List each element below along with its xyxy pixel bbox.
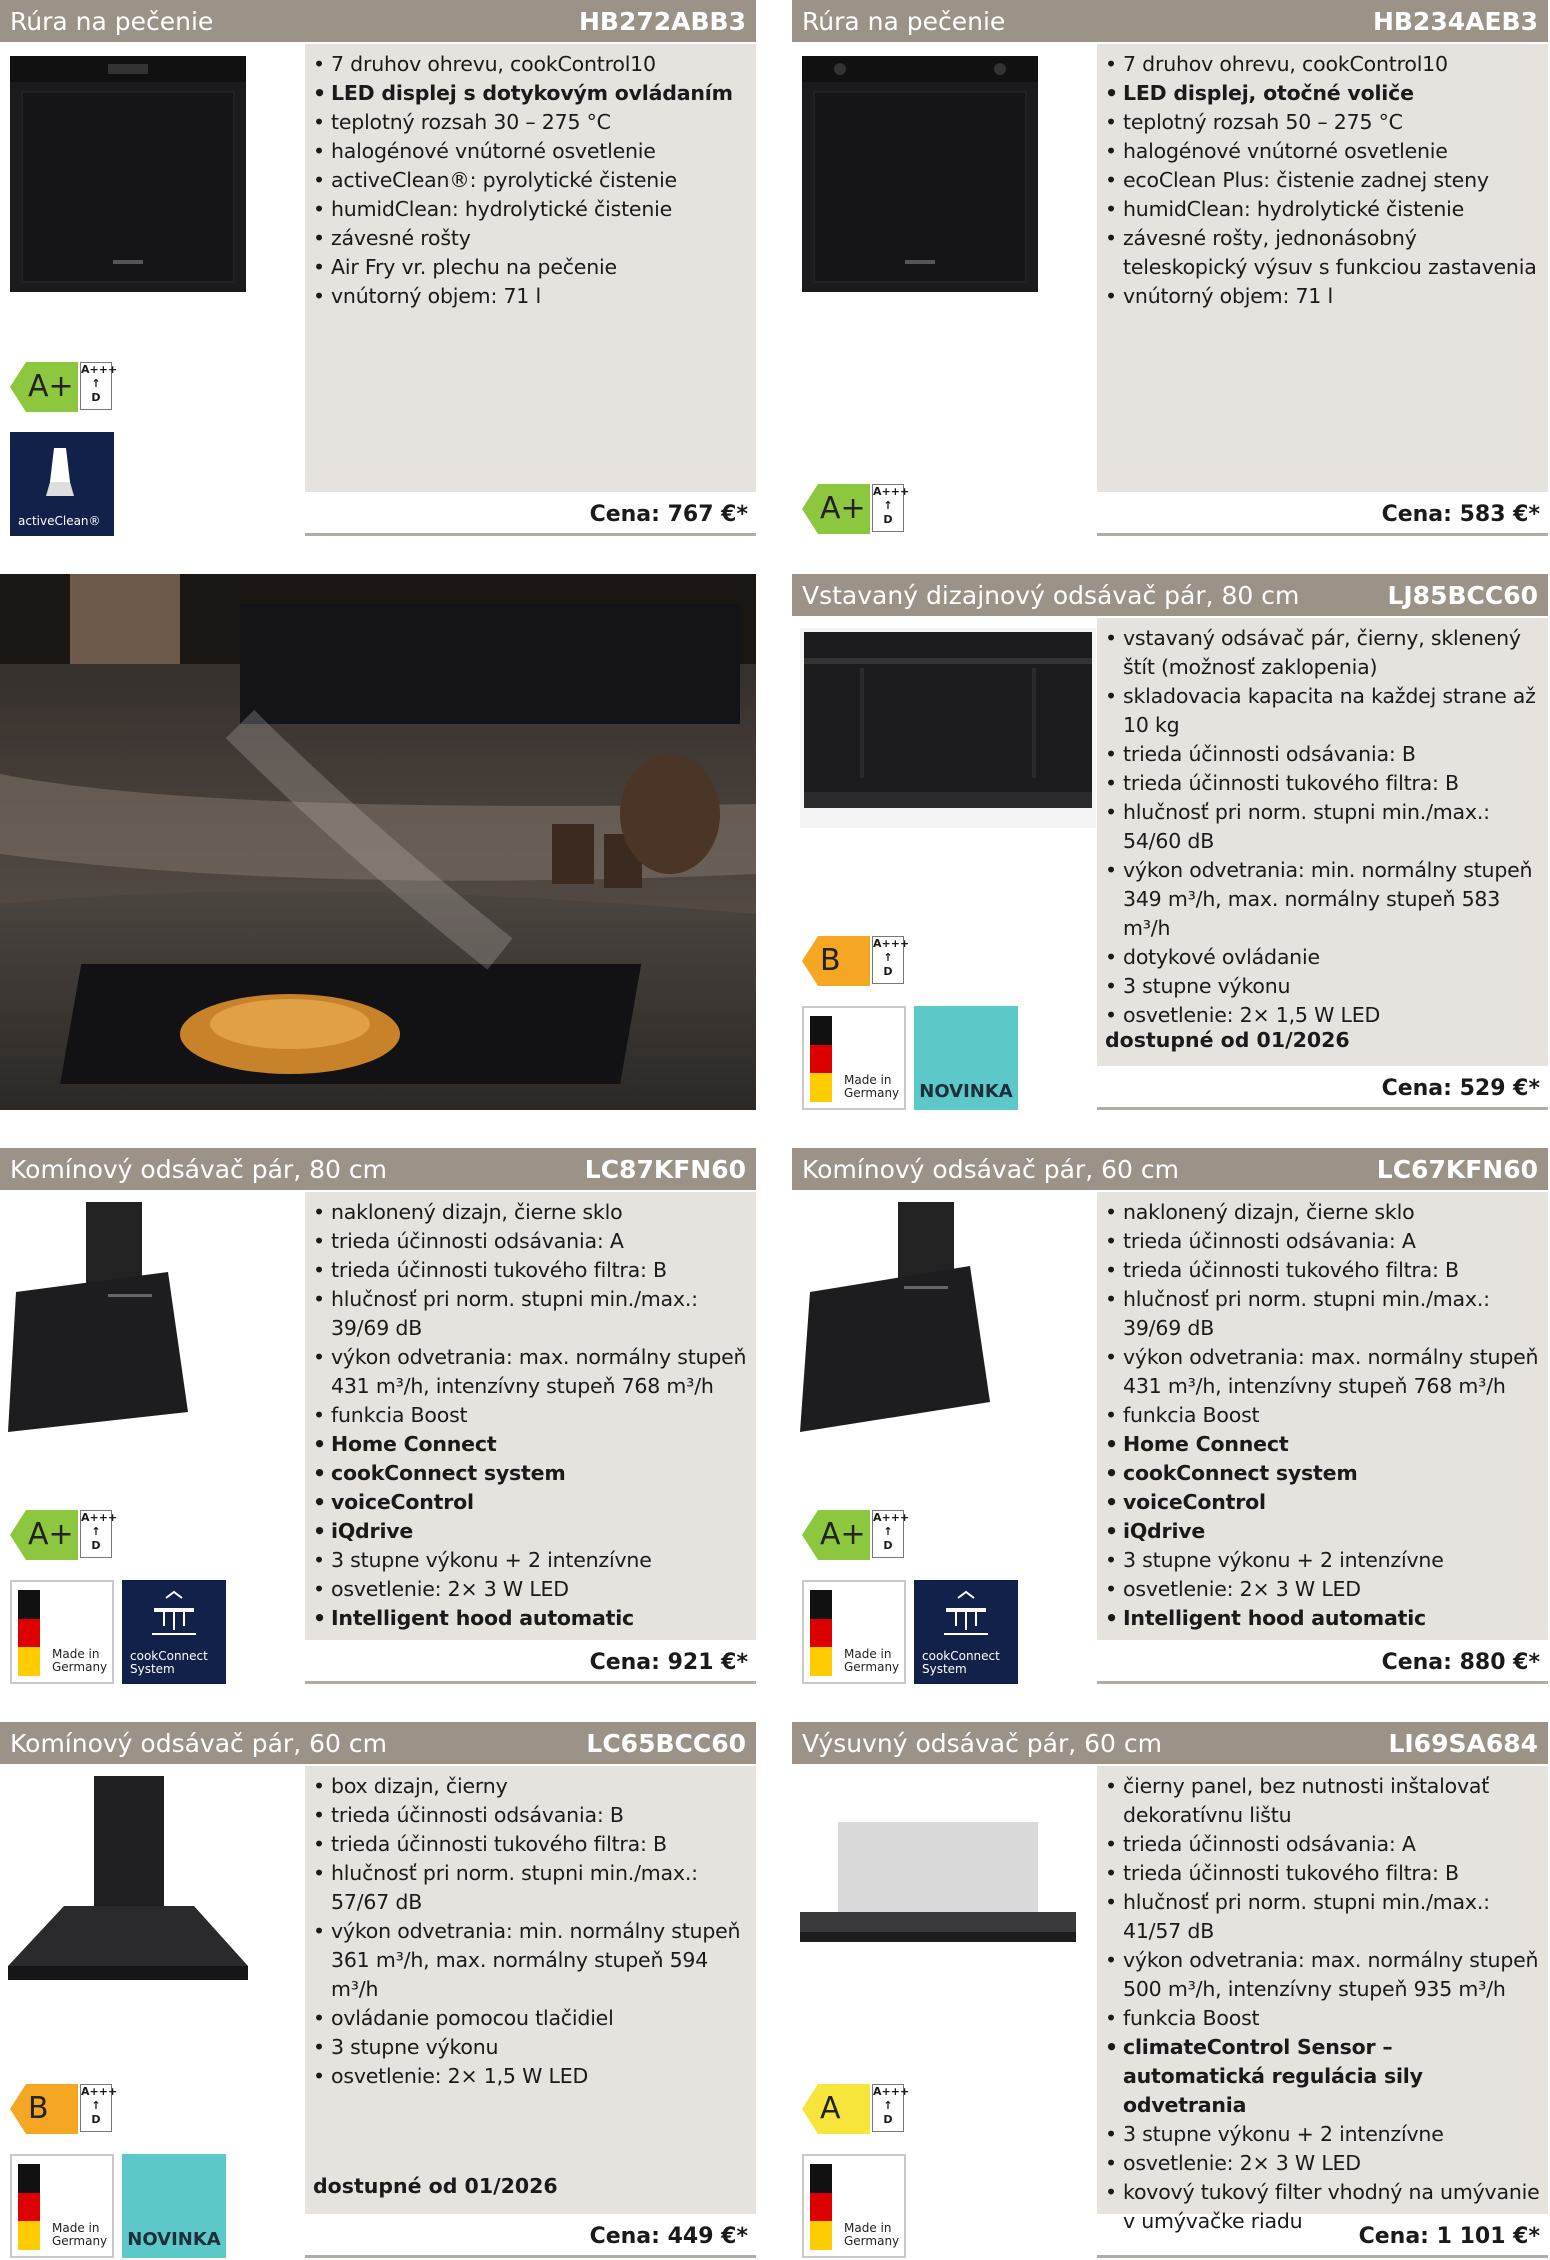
product-card-lc87kfn60 xyxy=(0,1148,756,1684)
energy-scale: A+++ ↑ D xyxy=(872,1510,904,1558)
badge-text: cookConnect System xyxy=(922,1649,1000,1676)
spec-list xyxy=(305,1766,756,2214)
spec-item: • teplotný rozsah 30 – 275 °C xyxy=(313,108,748,137)
energy-label xyxy=(802,936,910,986)
price: Cena: 529 €* xyxy=(1097,1068,1548,1110)
product-card-lj85bcc60 xyxy=(792,574,1548,1110)
energy-class: A+ xyxy=(820,491,866,526)
spec-item: • trieda účinnosti odsávania: A xyxy=(313,1227,748,1256)
spec-item: • box dizajn, čierny xyxy=(313,1772,748,1801)
energy-label xyxy=(802,484,910,534)
product-card-hb234aeb3 xyxy=(792,0,1548,536)
spec-item: • 7 druhov ohrevu, cookControl10 xyxy=(1105,50,1540,79)
badge-text: Made in Germany xyxy=(52,2221,108,2248)
spec-item: • vstavaný odsávač pár, čierny, sklenený štít (možnosť zaklopenia) xyxy=(1105,624,1540,682)
activeclean-badge xyxy=(10,432,114,536)
spec-item: • výkon odvetrania: min. normálny stupeň 361 m³/h, max. normálny stupeň 594 m³/h xyxy=(313,1917,748,2004)
energy-scale: A+++ ↑ D xyxy=(872,484,904,532)
spec-item: • vnútorný objem: 71 l xyxy=(1105,282,1540,311)
spec-item: • osvetlenie: 2× 1,5 W LED xyxy=(313,2062,748,2091)
spec-item: • funkcia Boost xyxy=(1105,2004,1540,2033)
price: Cena: 767 €* xyxy=(305,494,756,536)
product-code: LI69SA684 xyxy=(1388,1728,1538,1758)
spec-item: • trieda účinnosti tukového filtra: B xyxy=(313,1830,748,1859)
spec-item: • funkcia Boost xyxy=(313,1401,748,1430)
activeclean-icon xyxy=(32,442,92,502)
spec-item: • trieda účinnosti odsávania: B xyxy=(1105,740,1540,769)
product-title: Rúra na pečenie xyxy=(10,6,214,36)
product-code: LC67KFN60 xyxy=(1376,1154,1538,1184)
badge-text: Made in Germany xyxy=(844,2221,900,2248)
oven-image xyxy=(800,54,1040,294)
spec-item: • čierny panel, bez nutnosti inštalovať dekoratívnu lištu xyxy=(1105,1772,1540,1830)
energy-label xyxy=(10,2084,118,2134)
product-title: Komínový odsávač pár, 60 cm xyxy=(10,1728,387,1758)
availability: dostupné od 01/2026 xyxy=(313,2174,558,2198)
spec-item: • Intelligent hood automatic xyxy=(313,1604,748,1633)
spec-list xyxy=(305,44,756,492)
product-header xyxy=(792,0,1548,42)
spec-item: • naklonený dizajn, čierne sklo xyxy=(313,1198,748,1227)
kitchen-photo xyxy=(0,574,756,1110)
made-in-germany-badge xyxy=(802,1006,906,1110)
product-card-hb272abb3 xyxy=(0,0,756,536)
spec-item: • activeClean®: pyrolytické čistenie xyxy=(313,166,748,195)
spec-item: • Intelligent hood automatic xyxy=(1105,1604,1540,1633)
novinka-badge xyxy=(122,2154,226,2258)
energy-scale: A+++ ↑ D xyxy=(872,2084,904,2132)
product-card-li69sa684 xyxy=(792,1722,1548,2258)
spec-item: • humidClean: hydrolytické čistenie xyxy=(313,195,748,224)
spec-item: • 3 stupne výkonu + 2 intenzívne xyxy=(1105,1546,1540,1575)
product-title: Vstavaný dizajnový odsávač pár, 80 cm xyxy=(802,580,1300,610)
cookconnect-icon xyxy=(936,1590,996,1650)
spec-item: • vnútorný objem: 71 l xyxy=(313,282,748,311)
product-title: Rúra na pečenie xyxy=(802,6,1006,36)
spec-item: • cookConnect system xyxy=(313,1459,748,1488)
oven-image xyxy=(8,54,248,294)
product-card-lc65bcc60 xyxy=(0,1722,756,2258)
product-title: Výsuvný odsávač pár, 60 cm xyxy=(802,1728,1163,1758)
cookconnect-icon xyxy=(144,1590,204,1650)
badge-text: cookConnect System xyxy=(130,1649,208,1676)
product-code: LC87KFN60 xyxy=(584,1154,746,1184)
spec-item: • humidClean: hydrolytické čistenie xyxy=(1105,195,1540,224)
energy-class: B xyxy=(820,943,841,978)
energy-scale: A+++ ↑ D xyxy=(80,2084,112,2132)
spec-item: • climateControl Sensor – automatická regulácia sily odvetrania xyxy=(1105,2033,1540,2120)
energy-class: B xyxy=(28,2091,49,2126)
spec-item: • výkon odvetrania: max. normálny stupeň 431 m³/h, intenzívny stupeň 768 m³/h xyxy=(1105,1343,1540,1401)
product-card-lc67kfn60 xyxy=(792,1148,1548,1684)
product-header xyxy=(792,574,1548,616)
spec-item: • trieda účinnosti tukového filtra: B xyxy=(1105,1859,1540,1888)
spec-item: • výkon odvetrania: max. normálny stupeň 500 m³/h, intenzívny stupeň 935 m³/h xyxy=(1105,1946,1540,2004)
product-header xyxy=(792,1148,1548,1190)
hood-image xyxy=(800,628,1096,828)
spec-item: • halogénové vnútorné osvetlenie xyxy=(313,137,748,166)
price: Cena: 583 €* xyxy=(1097,494,1548,536)
price: Cena: 880 €* xyxy=(1097,1642,1548,1684)
spec-item: • závesné rošty, jednonásobný teleskopický výsuv s funkciou zastavenia xyxy=(1105,224,1540,282)
spec-item: • 3 stupne výkonu xyxy=(313,2033,748,2062)
spec-item: • hlučnosť pri norm. stupni min./max.: 39/69 dB xyxy=(1105,1285,1540,1343)
made-in-germany-badge xyxy=(10,1580,114,1684)
spec-item: • osvetlenie: 2× 3 W LED xyxy=(313,1575,748,1604)
spec-item: • závesné rošty xyxy=(313,224,748,253)
made-in-germany-badge xyxy=(802,1580,906,1684)
product-title: Komínový odsávač pár, 60 cm xyxy=(802,1154,1179,1184)
energy-label xyxy=(802,2084,910,2134)
badge-text: NOVINKA xyxy=(919,1081,1013,1102)
spec-item: • LED displej, otočné voliče xyxy=(1105,79,1540,108)
product-code: LC65BCC60 xyxy=(586,1728,746,1758)
price: Cena: 1 101 €* xyxy=(1097,2216,1548,2258)
energy-scale: A+++ ↑ D xyxy=(872,936,904,984)
cookconnect-badge xyxy=(122,1580,226,1684)
energy-label xyxy=(802,1510,910,1560)
spec-item: • osvetlenie: 2× 3 W LED xyxy=(1105,2149,1540,2178)
spec-item: • trieda účinnosti odsávania: A xyxy=(1105,1227,1540,1256)
spec-item: • skladovacia kapacita na každej strane až 10 kg xyxy=(1105,682,1540,740)
spec-item: • voiceControl xyxy=(313,1488,748,1517)
product-code: HB234AEB3 xyxy=(1372,6,1538,36)
spec-item: • halogénové vnútorné osvetlenie xyxy=(1105,137,1540,166)
spec-item: • 3 stupne výkonu xyxy=(1105,972,1540,1001)
badge-text: Made in Germany xyxy=(844,1647,900,1674)
spec-item: • voiceControl xyxy=(1105,1488,1540,1517)
hood-image xyxy=(8,1202,248,1442)
cookconnect-badge xyxy=(914,1580,1018,1684)
spec-item: • trieda účinnosti tukového filtra: B xyxy=(313,1256,748,1285)
product-title: Komínový odsávač pár, 80 cm xyxy=(10,1154,387,1184)
spec-item: • hlučnosť pri norm. stupni min./max.: 57/67 dB xyxy=(313,1859,748,1917)
product-header xyxy=(0,0,756,42)
price: Cena: 449 €* xyxy=(305,2216,756,2258)
product-code: HB272ABB3 xyxy=(578,6,746,36)
novinka-badge xyxy=(914,1006,1018,1110)
energy-class: A xyxy=(820,2091,841,2126)
badge-text: Made in Germany xyxy=(52,1647,108,1674)
spec-list xyxy=(1097,1766,1548,2233)
hood-image xyxy=(800,1202,1040,1442)
energy-label xyxy=(10,1510,118,1560)
spec-item: • trieda účinnosti odsávania: A xyxy=(1105,1830,1540,1859)
spec-item: • Air Fry vr. plechu na pečenie xyxy=(313,253,748,282)
spec-item: • kovový tukový filter vhodný na umývanie v umývačke riadu xyxy=(1105,2178,1540,2236)
made-in-germany-badge xyxy=(802,2154,906,2258)
spec-item: • trieda účinnosti odsávania: B xyxy=(313,1801,748,1830)
spec-item: • výkon odvetrania: min. normálny stupeň 349 m³/h, max. normálny stupeň 583 m³/h xyxy=(1105,856,1540,943)
product-code: LJ85BCC60 xyxy=(1387,580,1538,610)
spec-item: • iQdrive xyxy=(1105,1517,1540,1546)
product-header xyxy=(0,1722,756,1764)
energy-scale: A+++ ↑ D xyxy=(80,362,112,410)
spec-list xyxy=(305,1192,756,1640)
energy-class: A+ xyxy=(28,1517,74,1552)
energy-class: A+ xyxy=(28,369,74,404)
spec-item: • 3 stupne výkonu + 2 intenzívne xyxy=(1105,2120,1540,2149)
spec-item: • ovládanie pomocou tlačidiel xyxy=(313,2004,748,2033)
spec-item: • trieda účinnosti tukového filtra: B xyxy=(1105,1256,1540,1285)
badge-text: activeClean® xyxy=(18,514,101,528)
spec-item: • Home Connect xyxy=(1105,1430,1540,1459)
spec-item: • hlučnosť pri norm. stupni min./max.: 39/69 dB xyxy=(313,1285,748,1343)
hood-image xyxy=(800,1812,1076,1962)
badge-text: Made in Germany xyxy=(844,1073,900,1100)
spec-item: • iQdrive xyxy=(313,1517,748,1546)
energy-scale: A+++ ↑ D xyxy=(80,1510,112,1558)
spec-item: • osvetlenie: 2× 3 W LED xyxy=(1105,1575,1540,1604)
spec-item: • Home Connect xyxy=(313,1430,748,1459)
spec-list xyxy=(1097,618,1548,1066)
spec-item: • osvetlenie: 2× 1,5 W LED xyxy=(1105,1001,1540,1030)
spec-list xyxy=(1097,44,1548,492)
spec-item: • trieda účinnosti tukového filtra: B xyxy=(1105,769,1540,798)
spec-item: • naklonený dizajn, čierne sklo xyxy=(1105,1198,1540,1227)
spec-item: • ecoClean Plus: čistenie zadnej steny xyxy=(1105,166,1540,195)
spec-item: • 3 stupne výkonu + 2 intenzívne xyxy=(313,1546,748,1575)
spec-item: • výkon odvetrania: max. normálny stupeň 431 m³/h, intenzívny stupeň 768 m³/h xyxy=(313,1343,748,1401)
spec-item: • hlučnosť pri norm. stupni min./max.: 54/60 dB xyxy=(1105,798,1540,856)
spec-item: • 7 druhov ohrevu, cookControl10 xyxy=(313,50,748,79)
spec-item: • LED displej s dotykovým ovládaním xyxy=(313,79,748,108)
product-header xyxy=(792,1722,1548,1764)
product-header xyxy=(0,1148,756,1190)
spec-item: • hlučnosť pri norm. stupni min./max.: 41/57 dB xyxy=(1105,1888,1540,1946)
spec-item: • teplotný rozsah 50 – 275 °C xyxy=(1105,108,1540,137)
spec-list xyxy=(1097,1192,1548,1640)
made-in-germany-badge xyxy=(10,2154,114,2258)
hood-image xyxy=(8,1776,248,2016)
energy-label xyxy=(10,362,118,412)
availability: dostupné od 01/2026 xyxy=(1105,1028,1350,1052)
energy-class: A+ xyxy=(820,1517,866,1552)
price: Cena: 921 €* xyxy=(305,1642,756,1684)
spec-item: • dotykové ovládanie xyxy=(1105,943,1540,972)
badge-text: NOVINKA xyxy=(127,2229,221,2250)
spec-item: • cookConnect system xyxy=(1105,1459,1540,1488)
spec-item: • funkcia Boost xyxy=(1105,1401,1540,1430)
